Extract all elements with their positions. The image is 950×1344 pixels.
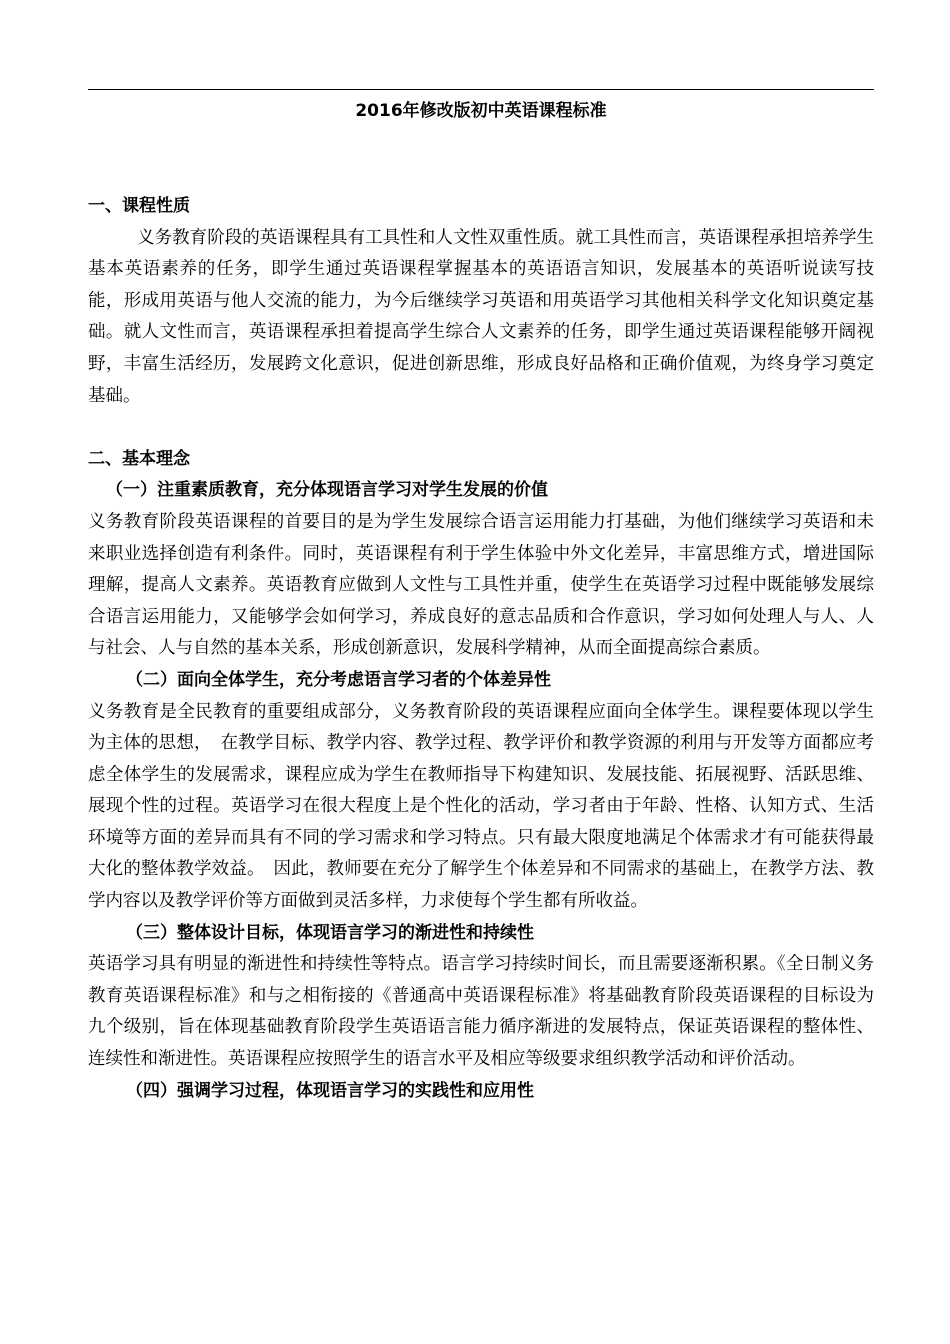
subsection-paragraph-2: 义务教育是全民教育的重要组成部分，义务教育阶段的英语课程应面向全体学生。课程要体现以学生为主体的思想， 在教学目标、教学内容、教学过程、教学评价和教学资源的利用与开发等方面都应考虑全体学生的发展需求，课程应成为学生在教师指导下构建知识、发展技能、拓展视野、活跃思维、展现个性的过程。英语学习在很大程度上是个性化的活动，学习者由于年龄、性格、认知方式、生活环境等方面的差异而具有不同的学习需求和学习特点。只有最大限度地满足个体需求才有可能获得最大化的整体教学效益。 因此，教师要在充分了解学生个体差异和不同需求的基础上，在教学方法、教学内容以及教学评价等方面做到灵活多样，力求使每个学生都有所收益。 bbox=[88, 701, 874, 912]
section-spacer bbox=[88, 412, 874, 444]
subsection-paragraph-1: 义务教育阶段英语课程的首要目的是为学生发展综合语言运用能力打基础，为他们继续学习英语和未来职业选择创造有利条件。同时，英语课程有利于学生体验中外文化差异，丰富思维方式，增进国际理解，提高人文素养。英语教育应做到人文性与工具性并重，使学生在英语学习过程中既能够发展综合语言运用能力，又能够学会如何学习，养成良好的意志品质和合作意识，学习如何处理人与人、人与社会、人与自然的基本关系，形成创新意识，发展科学精神，从而全面提高综合素质。 bbox=[88, 511, 874, 659]
section-heading-nature: 一、课程性质 bbox=[88, 196, 190, 216]
subsection-heading-3: （三）整体设计目标，体现语言学习的渐进性和持续性 bbox=[126, 922, 534, 943]
subsection-heading-2: （二）面向全体学生，充分考虑语言学习者的个体差异性 bbox=[126, 669, 551, 690]
subsection-heading-4: （四）强调学习过程，体现语言学习的实践性和应用性 bbox=[126, 1080, 534, 1101]
header-rule bbox=[88, 89, 874, 90]
section-paragraph-nature: 义务教育阶段的英语课程具有工具性和人文性双重性质。就工具性而言，英语课程承担培养学生基本英语素养的任务，即学生通过英语课程掌握基本的英语语言知识，发展基本的英语听说读写技能，形成用英语与他人交流的能力，为今后继续学习英语和用英语学习其他相关科学文化知识奠定基础。就人文性而言，英语课程承担着提高学生综合人文素养的任务，即学生通过英语课程能够开阔视野，丰富生活经历，发展跨文化意识，促进创新思维，形成良好品格和正确价值观，为终身学习奠定基础。 bbox=[88, 227, 874, 406]
section-heading-principles: 二、基本理念 bbox=[88, 448, 190, 469]
subsection-heading-1: （一）注重素质教育，充分体现语言学习对学生发展的价值 bbox=[106, 480, 548, 501]
document-body bbox=[88, 191, 874, 1107]
subsection-paragraph-3: 英语学习具有明显的渐进性和持续性等特点。语言学习持续时间长，而且需要逐渐积累。《全日制义务教育英语课程标准》和与之相衔接的《普通高中英语课程标准》将基础教育阶段英语课程的目标设为九个级别，旨在体现基础教育阶段学生英语语言能力循序渐进的发展特点，保证英语课程的整体性、连续性和渐进性。英语课程应按照学生的语言水平及相应等级要求组织教学活动和评价活动。 bbox=[88, 954, 874, 1070]
document-title: 2016年修改版初中英语课程标准 bbox=[355, 101, 607, 121]
